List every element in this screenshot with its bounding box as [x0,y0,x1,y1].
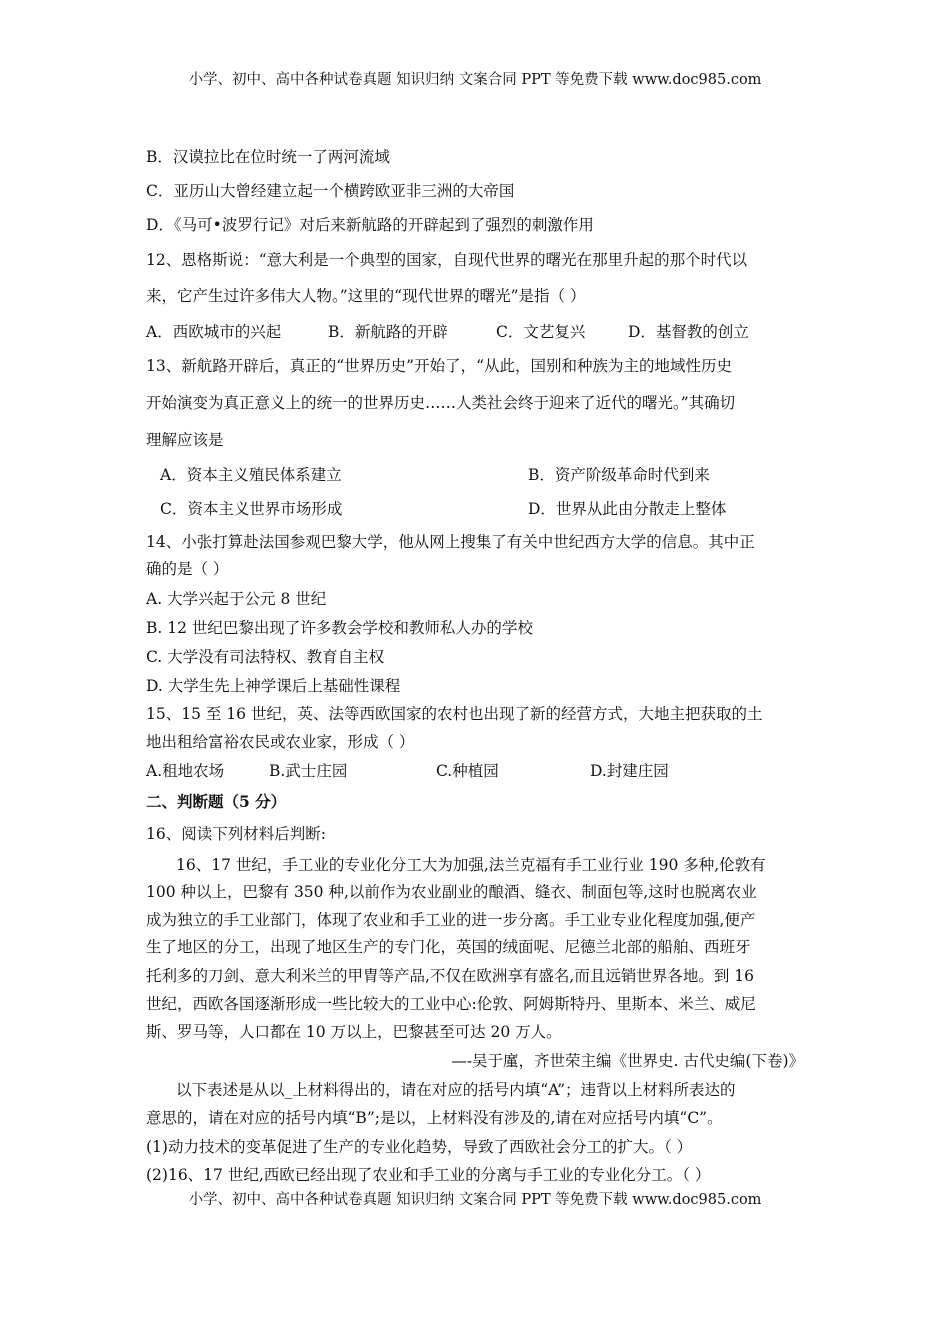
q12-option-b: B．新航路的开辟 [328,323,448,341]
q13-stem-line1: 13、新航路开辟后，真正的“世界历史”开始了，“从此，国别和种族为主的地域性历史 [146,357,732,375]
q16-item-2: (2)16、17 世纪,西欧已经出现了农业和手工业的分离与手工业的专业化分工。（ ） [146,1166,711,1184]
q16-instruction-line1: 以下表述是从以_上材料得出的，请在对应的括号内填“A”；违背以上材料所表达的 [176,1081,736,1099]
q16-intro: 16、阅读下列材料后判断: [146,825,326,843]
q14-option-a: A. 大学兴起于公元 8 世纪 [146,590,327,608]
page-header: 小学、初中、高中各种试卷真题 知识归纳 文案合同 PPT 等免费下载 www.doc985.com [188,72,762,88]
q14-option-c: C. 大学没有司法特权、教育自主权 [146,648,385,666]
q14-stem-line1: 14、小张打算赴法国参观巴黎大学，他从网上搜集了有关中世纪西方大学的信息。其中正 [146,533,755,551]
q16-item-1: (1)动力技术的变革促进了生产的专业化趋势，导致了西欧社会分工的扩大。（ ） [146,1138,693,1156]
q11-option-c: C．亚历山大曾经建立起一个横跨欧亚非三洲的大帝国 [146,182,515,200]
q16-passage-line6: 世纪，西欧各国逐渐形成一些比较大的工业中心:伦敦、阿姆斯特丹、里斯本、米兰、威尼 [146,995,756,1013]
q12-option-d: D．基督教的创立 [628,323,749,341]
q16-instruction-line2: 意思的，请在对应的括号内填“B”;是以，上材料没有涉及的,请在对应括号内填“C”。 [146,1109,723,1127]
q11-option-d: D．《马可•波罗行记》对后来新航路的开辟起到了强烈的刺激作用 [146,216,594,234]
page-footer: 小学、初中、高中各种试卷真题 知识归纳 文案合同 PPT 等免费下载 www.doc985.com [188,1192,762,1208]
q16-passage-line2: 100 种以上，巴黎有 350 种,以前作为农业副业的酿酒、缝衣、制面包等,这时也脱离农业 [146,883,757,901]
q13-stem-line3: 理解应该是 [146,431,224,449]
q13-option-b: B．资产阶级革命时代到来 [528,466,710,484]
q12-stem-line2: 来，它产生过许多伟大人物。”这里的“现代世界的曙光”是指（ ） [146,287,586,305]
q16-source-citation: —-吴于廑，齐世荣主编《世界史. 古代史编(下卷)》 [451,1052,804,1070]
q16-passage-line1: 16、17 世纪，手工业的专业化分工大为加强,法兰克福有手工业行业 190 多种,伦敦有 [176,856,766,874]
q15-stem-line1: 15、15 至 16 世纪，英、法等西欧国家的农村也出现了新的经营方式，大地主把获取的土 [146,705,763,723]
q16-passage-line3: 成为独立的手工业部门，体现了农业和手工业的进一步分离。手工业专业化程度加强,便产 [146,911,756,929]
q15-option-c: C.种植园 [436,762,499,780]
q12-option-a: A．西欧城市的兴起 [146,323,282,341]
q14-option-b: B. 12 世纪巴黎出现了许多教会学校和教师私人办的学校 [146,619,533,637]
q15-option-a: A.租地农场 [146,762,225,780]
q15-option-d: D.封建庄园 [590,762,669,780]
q16-passage-line4: 生了地区的分工，出现了地区生产的专门化，英国的绒面呢、尼德兰北部的船舶、西班牙 [146,938,751,956]
q12-stem-line1: 12、恩格斯说：“意大利是一个典型的国家，自现代世界的曙光在那里升起的那个时代以 [146,251,748,269]
q13-option-c: C．资本主义世界市场形成 [160,500,343,518]
q15-stem-line2: 地出租给富裕农民或农业家，形成（ ） [146,733,415,751]
q14-stem-line2: 确的是（ ） [146,560,229,578]
q16-passage-line7: 斯、罗马等，人口都在 10 万以上，巴黎甚至可达 20 万人。 [146,1023,562,1041]
q13-stem-line2: 开始演变为真正意义上的统一的世界历史……人类社会终于迎来了近代的曙光。”其确切 [146,394,736,412]
q14-option-d: D. 大学生先上神学课后上基础性课程 [146,677,401,695]
section-title-judgment: 二、判断题（5 分） [146,792,287,811]
q15-option-b: B.武士庄园 [269,762,348,780]
q12-option-c: C．文艺复兴 [496,323,586,341]
q16-passage-line5: 托利多的刀剑、意大利米兰的甲胄等产品,不仅在欧洲享有盛名,而且远销世界各地。到 16 [146,967,755,985]
q13-option-d: D．世界从此由分散走上整体 [528,500,727,518]
q13-option-a: A．资本主义殖民体系建立 [160,466,342,484]
q11-option-b: B．汉谟拉比在位时统一了两河流域 [146,148,390,166]
